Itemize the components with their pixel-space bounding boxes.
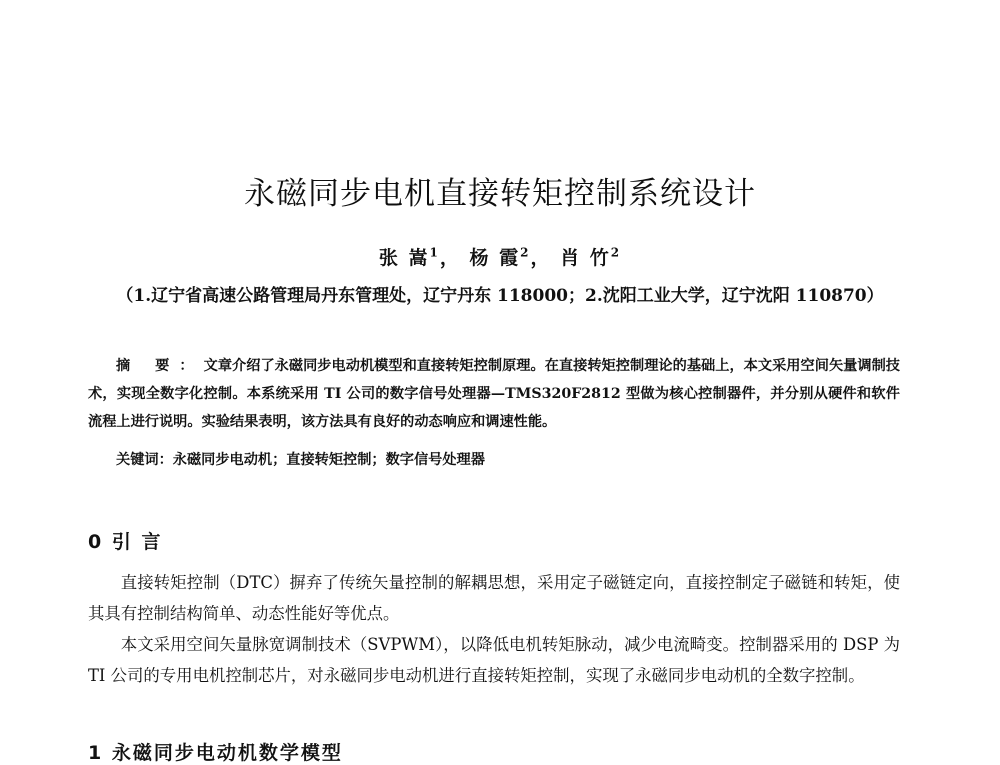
author-separator: ，: [439, 247, 461, 269]
affiliation-line: （1.辽宁省高速公路管理局丹东管理处，辽宁丹东 118000；2.沈阳工业大学，辽宁沈阳 110870）: [116, 286, 884, 306]
author-name: 张 嵩: [378, 247, 430, 269]
paper-title: 永磁同步电机直接转矩控制系统设计: [244, 176, 756, 212]
author-list: [0, 243, 1000, 270]
author-name: 肖 竹: [560, 247, 611, 269]
author-name: 杨 霞: [469, 247, 521, 269]
keywords-text: 永磁同步电动机；直接转矩控制；数字信号处理器: [172, 452, 485, 468]
author-separator: ，: [530, 247, 552, 269]
section-heading: 1 永磁同步电动机数学模型: [88, 742, 343, 764]
section-body: [88, 567, 900, 691]
keywords-label: 关键词：: [116, 452, 173, 468]
abstract-block: [88, 352, 900, 436]
author-affiliation-marker: 1: [429, 245, 440, 260]
author-affiliation-marker: 2: [610, 245, 622, 260]
keywords-line: [116, 449, 485, 469]
body-paragraph: 直接转矩控制（DTC）摒弃了传统矢量控制的解耦思想，采用定子磁链定向，直接控制定子磁链和转矩，使其具有控制结构简单、动态性能好等优点。: [88, 573, 900, 623]
author-affiliation-marker: 2: [520, 245, 531, 260]
abstract-text: 文章介绍了永磁同步电动机模型和直接转矩控制原理。在直接转矩控制理论的基础上，本文采用空间矢量调制技术，实现全数字化控制。本系统采用 TI 公司的数字信号处理器—TMS320F2812 型做为核心控制器件，并分别从硬件和软件流程上进行说明。实验结果表明，该方法具有良好的动态响应和调速性能。: [88, 358, 900, 430]
abstract-label: 摘 要：: [116, 358, 204, 374]
section-heading: 0 引 言: [88, 531, 163, 553]
body-paragraph: 本文采用空间矢量脉宽调制技术（SVPWM），以降低电机转矩脉动，减少电流畸变。控制器采用的 DSP 为 TI 公司的专用电机控制芯片，对永磁同步电动机进行直接转矩控制，实现了永磁同步电动机的全数字控制。: [88, 635, 900, 685]
